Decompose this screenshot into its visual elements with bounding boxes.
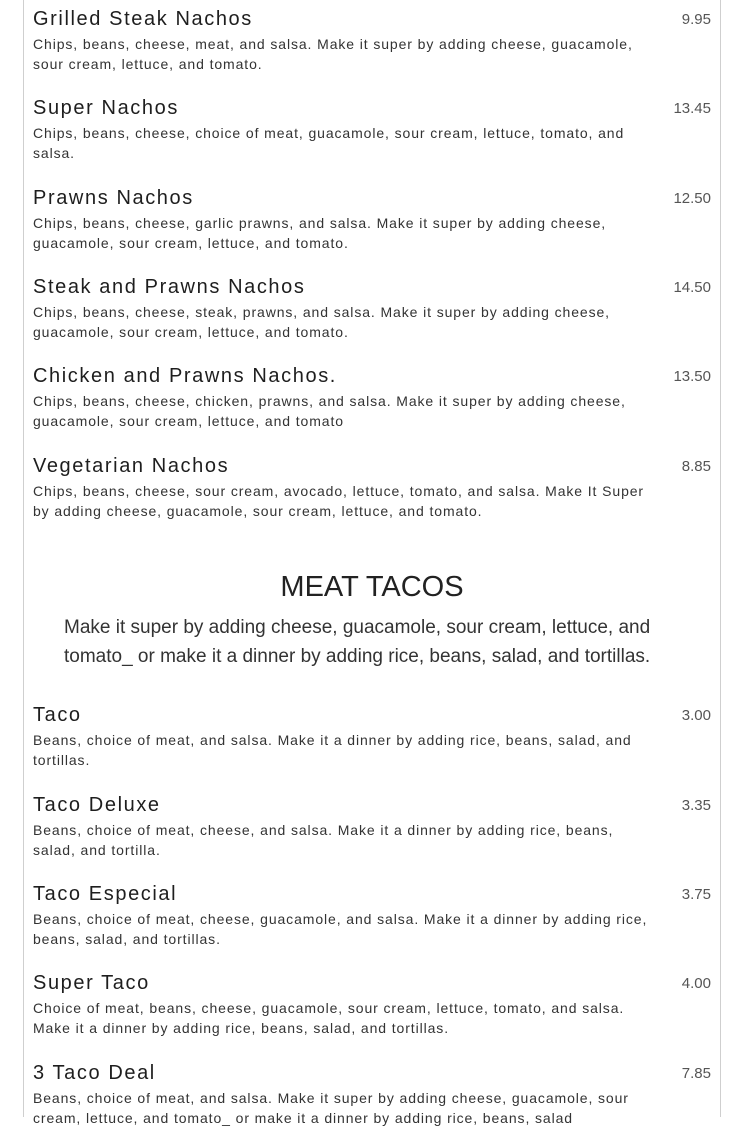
menu-item-price: 13.45: [673, 100, 711, 117]
section-note: Make it super by adding cheese, guacamole, sour cream, lettuce, and tomato_ or make it a dinner by adding rice, beans, salad, and tortillas.: [64, 617, 651, 667]
menu-item-name: Steak and Prawns Nachos: [33, 276, 306, 298]
menu-item-description: Beans, choice of meat, cheese, and salsa. Make it a dinner by adding rice, beans, salad, and tortilla.: [33, 822, 614, 858]
menu-item-name: Chicken and Prawns Nachos.: [33, 365, 337, 387]
menu-item-description: Chips, beans, cheese, chicken, prawns, and salsa. Make it super by adding cheese, guacamole, sour cream, lettuce, and tomato: [33, 393, 626, 429]
menu-item-description: Chips, beans, cheese, garlic prawns, and salsa. Make it super by adding cheese, guacamole, sour cream, lettuce, and tomato.: [33, 215, 607, 251]
menu-item-price: 3.75: [681, 886, 711, 903]
menu-item-name: Taco: [33, 704, 82, 726]
menu-item-name: 3 Taco Deal: [33, 1062, 156, 1084]
menu-item-name: Vegetarian Nachos: [33, 455, 230, 477]
menu-item-description: Beans, choice of meat, cheese, guacamole, and salsa. Make it a dinner by adding rice, beans, salad, and tortillas.: [33, 911, 648, 947]
menu-item-description: Chips, beans, cheese, meat, and salsa. Make it super by adding cheese, guacamole, sour cream, lettuce, and tomato.: [33, 36, 633, 72]
menu-item-price: 14.50: [673, 279, 711, 296]
menu-item-price: 8.85: [681, 458, 711, 475]
menu-item-description: Beans, choice of meat, and salsa. Make it a dinner by adding rice, beans, salad, and tortillas.: [33, 732, 632, 768]
menu-item-name: Super Nachos: [33, 97, 179, 119]
menu-item-price: 3.35: [681, 797, 711, 814]
menu-item-name: Grilled Steak Nachos: [33, 8, 253, 30]
menu-item-name: Prawns Nachos: [33, 187, 194, 209]
menu-item-price: 13.50: [673, 368, 711, 385]
section-title: MEAT TACOS: [280, 571, 464, 603]
menu-item-name: Taco Deluxe: [33, 794, 161, 816]
menu-item-description: Chips, beans, cheese, choice of meat, guacamole, sour cream, lettuce, tomato, and salsa.: [33, 125, 625, 161]
menu-item-description: Choice of meat, beans, cheese, guacamole, sour cream, lettuce, tomato, and salsa. Make it a dinner by adding rice, beans, salad, and tortillas.: [33, 1000, 625, 1036]
menu-item-price: 7.85: [681, 1065, 711, 1082]
menu-item-description: Chips, beans, cheese, sour cream, avocado, lettuce, tomato, and salsa. Make It Super by adding cheese, guacamole, sour cream, lettuce, and tomato.: [33, 483, 644, 519]
menu-item-price: 9.95: [681, 11, 711, 28]
menu-frame: [23, 0, 721, 1117]
menu-item-price: 4.00: [681, 975, 711, 992]
menu-item-description: Beans, choice of meat, and salsa. Make it super by adding cheese, guacamole, sour cream, lettuce, and tomato_ or make it a dinner by adding rice, beans, salad: [33, 1090, 629, 1126]
menu-item-price: 3.00: [681, 707, 711, 724]
menu-item-price: 12.50: [673, 190, 711, 207]
menu-item-description: Chips, beans, cheese, steak, prawns, and salsa. Make it super by adding cheese, guacamole, sour cream, lettuce, and tomato.: [33, 304, 610, 340]
menu-item-name: Taco Especial: [33, 883, 178, 905]
menu-item-name: Super Taco: [33, 972, 150, 994]
